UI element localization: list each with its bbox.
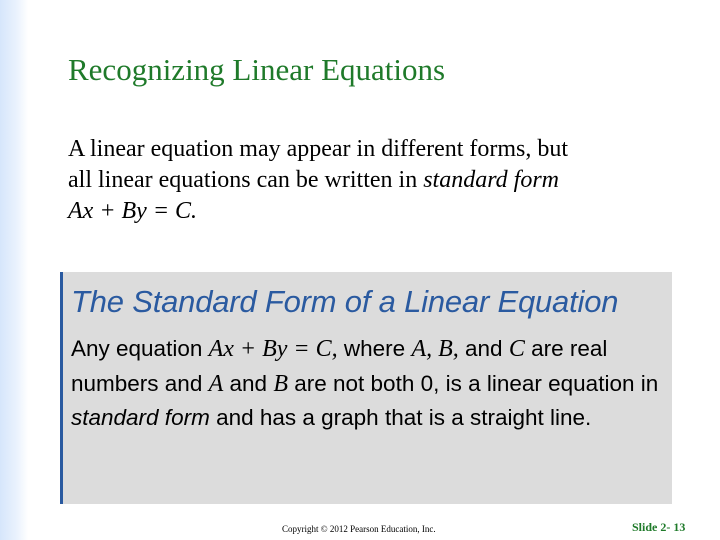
definition-variables: A, B, bbox=[411, 336, 459, 362]
definition-title: The Standard Form of a Linear Equation bbox=[71, 284, 619, 319]
definition-text-part: and has a graph that is a straight line. bbox=[209, 405, 592, 430]
definition-variable-b: B bbox=[273, 370, 288, 397]
definition-text-part: and bbox=[223, 370, 274, 396]
definition-standard-form: standard form bbox=[71, 405, 210, 430]
intro-paragraph bbox=[68, 134, 678, 227]
definition-text-part: and bbox=[458, 336, 509, 361]
intro-line-1: A linear equation may appear in different forms, but bbox=[68, 136, 569, 162]
definition-equation: Ax + By = C, bbox=[208, 336, 338, 362]
definition-variable-a: A bbox=[208, 370, 224, 397]
definition-text bbox=[71, 332, 666, 435]
left-gradient-band bbox=[0, 0, 28, 540]
copyright-notice: Copyright © 2012 Pearson Education, Inc. bbox=[282, 524, 436, 534]
definition-box bbox=[60, 272, 672, 504]
slide-title: Recognizing Linear Equations bbox=[68, 52, 446, 87]
definition-text-part: Any equation bbox=[71, 336, 209, 361]
definition-text-part: are not both 0, is a linear equation in bbox=[287, 370, 659, 396]
standard-form-equation: Ax + By = C. bbox=[68, 198, 198, 224]
definition-text-part: where bbox=[337, 336, 412, 361]
definition-text-part: are real numbers and bbox=[71, 336, 608, 396]
definition-variable-c: C bbox=[508, 336, 525, 362]
standard-form-term: standard form bbox=[423, 167, 560, 193]
slide-number: Slide 2- 13 bbox=[632, 520, 686, 534]
intro-line-2: all linear equations can be written in bbox=[68, 167, 424, 193]
